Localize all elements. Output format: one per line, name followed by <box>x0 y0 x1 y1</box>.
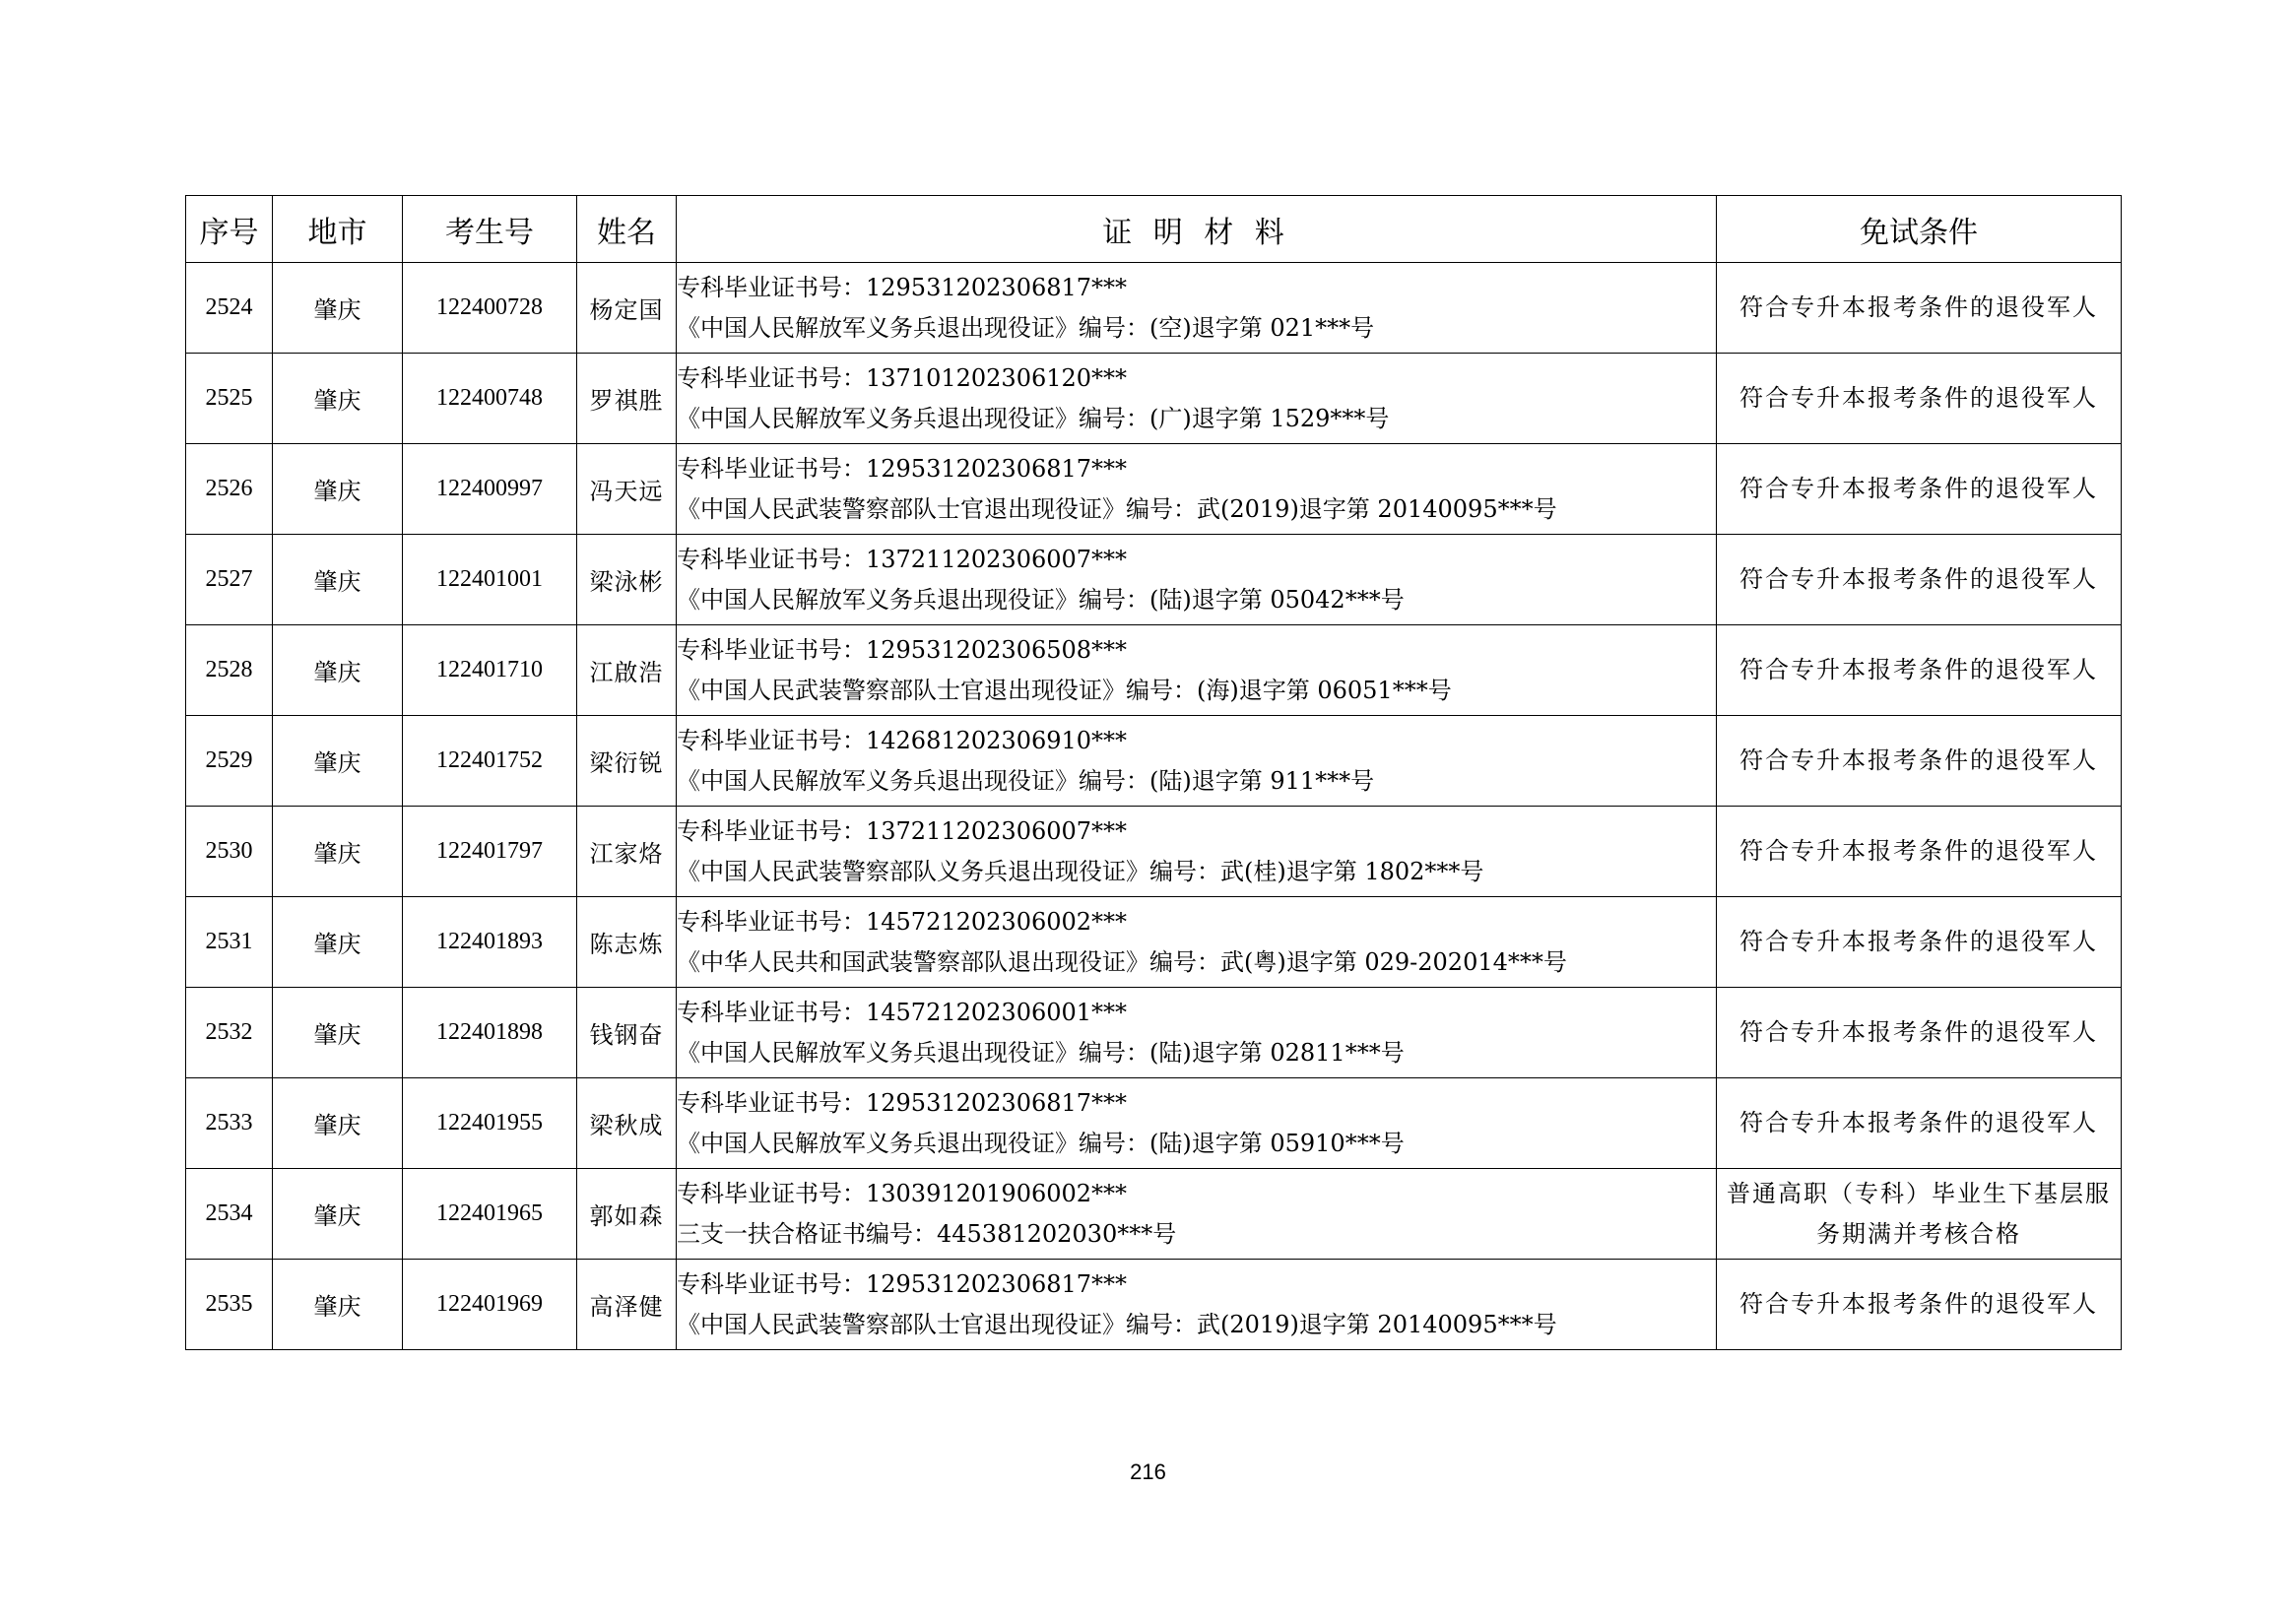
cell-proof <box>677 625 1717 716</box>
cell-proof <box>677 1260 1717 1350</box>
cell-name: 郭如森 <box>577 1169 677 1260</box>
cell-name: 钱钢奋 <box>577 988 677 1078</box>
cell-seq: 2524 <box>186 263 273 354</box>
proof-certificate-line: 三支一扶合格证书编号：445381202030***号 <box>677 1219 1177 1248</box>
cell-exam-no: 122401955 <box>403 1078 577 1169</box>
cell-seq: 2533 <box>186 1078 273 1169</box>
cell-condition: 符合专升本报考条件的退役军人 <box>1717 625 2122 716</box>
cell-condition: 符合专升本报考条件的退役军人 <box>1717 716 2122 807</box>
cell-exam-no: 122400728 <box>403 263 577 354</box>
cell-exam-no: 122401710 <box>403 625 577 716</box>
cell-exam-no: 122401797 <box>403 807 577 897</box>
cell-proof <box>677 988 1717 1078</box>
cell-exam-no: 122401969 <box>403 1260 577 1350</box>
header-seq: 序号 <box>186 196 273 263</box>
cell-condition: 符合专升本报考条件的退役军人 <box>1717 1078 2122 1169</box>
table-row <box>186 625 2122 716</box>
cell-condition: 符合专升本报考条件的退役军人 <box>1717 535 2122 625</box>
proof-diploma-line: 专科毕业证书号：129531202306508*** <box>677 635 1128 664</box>
proof-diploma-line: 专科毕业证书号：129531202306817*** <box>677 1088 1128 1117</box>
table-row <box>186 535 2122 625</box>
proof-certificate-line: 《中国人民武装警察部队士官退出现役证》编号：武(2019)退字第 20140095***号 <box>677 1310 1557 1338</box>
cell-name: 梁秋成 <box>577 1078 677 1169</box>
cell-seq: 2525 <box>186 354 273 444</box>
cell-seq: 2535 <box>186 1260 273 1350</box>
cell-exam-no: 122401898 <box>403 988 577 1078</box>
cell-name: 梁衍锐 <box>577 716 677 807</box>
proof-certificate-line: 《中国人民武装警察部队士官退出现役证》编号：武(2019)退字第 20140095***号 <box>677 494 1557 523</box>
cell-proof <box>677 1169 1717 1260</box>
proof-certificate-line: 《中国人民解放军义务兵退出现役证》编号：(空)退字第 021***号 <box>677 313 1375 342</box>
cell-exam-no: 122401893 <box>403 897 577 988</box>
cell-condition: 符合专升本报考条件的退役军人 <box>1717 988 2122 1078</box>
cell-city: 肇庆 <box>273 535 403 625</box>
proof-diploma-line: 专科毕业证书号：129531202306817*** <box>677 273 1128 301</box>
table-row <box>186 444 2122 535</box>
header-row <box>186 196 2122 263</box>
proof-diploma-line: 专科毕业证书号：129531202306817*** <box>677 454 1128 483</box>
proof-diploma-line: 专科毕业证书号：137211202306007*** <box>677 545 1128 573</box>
table-row <box>186 988 2122 1078</box>
header-city: 地市 <box>273 196 403 263</box>
table-row <box>186 1169 2122 1260</box>
cell-seq: 2526 <box>186 444 273 535</box>
table-row <box>186 1260 2122 1350</box>
cell-seq: 2530 <box>186 807 273 897</box>
cell-proof <box>677 716 1717 807</box>
cell-seq: 2529 <box>186 716 273 807</box>
header-exam-no: 考生号 <box>403 196 577 263</box>
cell-seq: 2527 <box>186 535 273 625</box>
cell-proof <box>677 535 1717 625</box>
table-row <box>186 897 2122 988</box>
cell-condition: 普通高职（专科）毕业生下基层服务期满并考核合格 <box>1717 1169 2122 1260</box>
header-condition: 免试条件 <box>1717 196 2122 263</box>
table-row <box>186 354 2122 444</box>
proof-diploma-line: 专科毕业证书号：129531202306817*** <box>677 1269 1128 1298</box>
proof-certificate-line: 《中国人民武装警察部队义务兵退出现役证》编号：武(桂)退字第 1802***号 <box>677 857 1484 885</box>
cell-condition: 符合专升本报考条件的退役军人 <box>1717 444 2122 535</box>
proof-certificate-line: 《中华人民共和国武装警察部队退出现役证》编号：武(粤)退字第 029-202014***号 <box>677 947 1567 976</box>
cell-exam-no: 122400997 <box>403 444 577 535</box>
cell-condition: 符合专升本报考条件的退役军人 <box>1717 897 2122 988</box>
table-row <box>186 1078 2122 1169</box>
proof-certificate-line: 《中国人民解放军义务兵退出现役证》编号：(陆)退字第 05042***号 <box>677 585 1405 614</box>
proof-diploma-line: 专科毕业证书号：137211202306007*** <box>677 816 1128 845</box>
proof-diploma-line: 专科毕业证书号：130391201906002*** <box>677 1179 1128 1207</box>
cell-name: 江啟浩 <box>577 625 677 716</box>
cell-seq: 2531 <box>186 897 273 988</box>
cell-city: 肇庆 <box>273 1260 403 1350</box>
cell-seq: 2532 <box>186 988 273 1078</box>
cell-name: 陈志炼 <box>577 897 677 988</box>
cell-exam-no: 122401965 <box>403 1169 577 1260</box>
cell-name: 冯天远 <box>577 444 677 535</box>
cell-seq: 2528 <box>186 625 273 716</box>
cell-proof <box>677 807 1717 897</box>
cell-proof <box>677 444 1717 535</box>
cell-exam-no: 122401752 <box>403 716 577 807</box>
cell-condition: 符合专升本报考条件的退役军人 <box>1717 263 2122 354</box>
cell-city: 肇庆 <box>273 988 403 1078</box>
table-header <box>186 196 2122 263</box>
proof-certificate-line: 《中国人民解放军义务兵退出现役证》编号：(陆)退字第 05910***号 <box>677 1129 1405 1157</box>
proof-certificate-line: 《中国人民武装警察部队士官退出现役证》编号：(海)退字第 06051***号 <box>677 676 1452 704</box>
proof-certificate-line: 《中国人民解放军义务兵退出现役证》编号：(广)退字第 1529***号 <box>677 404 1390 432</box>
cell-condition: 符合专升本报考条件的退役军人 <box>1717 807 2122 897</box>
cell-proof <box>677 354 1717 444</box>
cell-city: 肇庆 <box>273 354 403 444</box>
proof-diploma-line: 专科毕业证书号：137101202306120*** <box>677 363 1128 392</box>
proof-diploma-line: 专科毕业证书号：142681202306910*** <box>677 726 1128 754</box>
proof-certificate-line: 《中国人民解放军义务兵退出现役证》编号：(陆)退字第 911***号 <box>677 766 1375 795</box>
proof-certificate-line: 《中国人民解放军义务兵退出现役证》编号：(陆)退字第 02811***号 <box>677 1038 1405 1067</box>
cell-exam-no: 122400748 <box>403 354 577 444</box>
cell-exam-no: 122401001 <box>403 535 577 625</box>
cell-city: 肇庆 <box>273 716 403 807</box>
cell-name: 江家烙 <box>577 807 677 897</box>
table-body <box>186 263 2122 1350</box>
cell-name: 高泽健 <box>577 1260 677 1350</box>
table-row <box>186 263 2122 354</box>
page-number: 216 <box>1130 1459 1166 1484</box>
header-name: 姓名 <box>577 196 677 263</box>
cell-proof <box>677 897 1717 988</box>
cell-proof <box>677 1078 1717 1169</box>
cell-name: 梁泳彬 <box>577 535 677 625</box>
cell-condition: 符合专升本报考条件的退役军人 <box>1717 354 2122 444</box>
exemption-roster-table <box>185 195 2122 1350</box>
cell-city: 肇庆 <box>273 444 403 535</box>
table-row <box>186 716 2122 807</box>
cell-city: 肇庆 <box>273 897 403 988</box>
cell-city: 肇庆 <box>273 1169 403 1260</box>
cell-city: 肇庆 <box>273 625 403 716</box>
cell-city: 肇庆 <box>273 1078 403 1169</box>
cell-name: 杨定国 <box>577 263 677 354</box>
cell-proof <box>677 263 1717 354</box>
cell-city: 肇庆 <box>273 263 403 354</box>
table-row <box>186 807 2122 897</box>
cell-city: 肇庆 <box>273 807 403 897</box>
proof-diploma-line: 专科毕业证书号：145721202306001*** <box>677 998 1128 1026</box>
header-proof: 证 明 材 料 <box>677 196 1717 263</box>
cell-name: 罗祺胜 <box>577 354 677 444</box>
cell-condition: 符合专升本报考条件的退役军人 <box>1717 1260 2122 1350</box>
proof-diploma-line: 专科毕业证书号：145721202306002*** <box>677 907 1128 936</box>
cell-seq: 2534 <box>186 1169 273 1260</box>
